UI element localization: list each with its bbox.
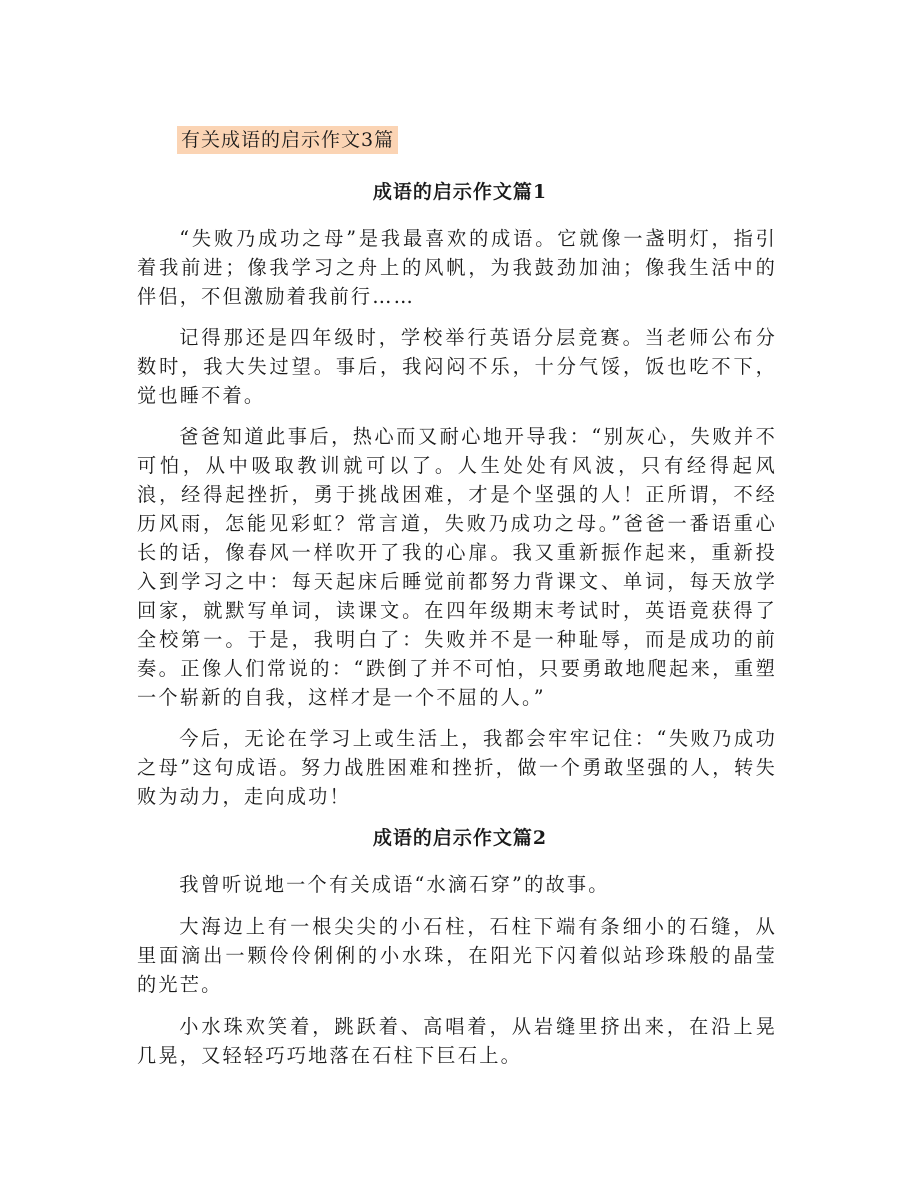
paragraph: 小水珠欢笑着，跳跃着、高唱着，从岩缝里挤出来，在沿上晃几晃，又轻轻巧巧地落在石柱下巨石上。 [137,1015,777,1067]
paragraph: 今后，无论在学习上或生活上，我都会牢牢记住：“失败乃成功之母”这句成语。努力战胜困难和挫折，做一个勇敢坚强的人，转失败为动力，走向成功！ [137,727,777,808]
paragraph: 爸爸知道此事后，热心而又耐心地开导我：“别灰心，失败并不可怕，从中吸取教训就可以了。人生处处有风波，只有经得起风浪，经得起挫折，勇于挑战困难，才是个坚强的人！正所谓，不经历风雨，怎能见彩虹？常言道，失败乃成功之母。”爸爸一番语重心长的话，像春风一样吹开了我的心扉。我又重新振作起来，重新投入到学习之中：每天起床后睡觉前都努力背课文、单词，每天放学回家，就默写单词，读课文。在四年级期末考试时，英语竟获得了全校第一。于是，我明白了：失败并不是一种耻辱，而是成功的前奏。正像人们常说的：“跌倒了并不可怕，只要勇敢地爬起来，重塑一个崭新的自我，这样才是一个不屈的人。” [137,425,777,709]
paragraph: 大海边上有一根尖尖的小石柱，石柱下端有条细小的石缝，从里面滴出一颗伶伶俐俐的小水珠，在阳光下闪着似站珍珠般的晶莹的光芒。 [137,915,777,996]
paragraph: “失败乃成功之母”是我最喜欢的成语。它就像一盏明灯，指引着我前进；像我学习之舟上的风帆，为我鼓劲加油；像我生活中的伴侣，不但激励着我前行…… [137,227,777,308]
section-heading-2: 成语的启示作文篇2 [372,827,548,849]
paragraph: 我曾听说地一个有关成语“水滴石穿”的故事。 [179,873,610,896]
section-heading-1: 成语的启示作文篇1 [372,181,548,203]
document-title: 有关成语的启示作文3篇 [177,126,398,154]
paragraph: 记得那还是四年级时，学校举行英语分层竞赛。当老师公布分数时，我大失过望。事后，我闷闷不乐，十分气馁，饭也吃不下，觉也睡不着。 [137,326,777,407]
